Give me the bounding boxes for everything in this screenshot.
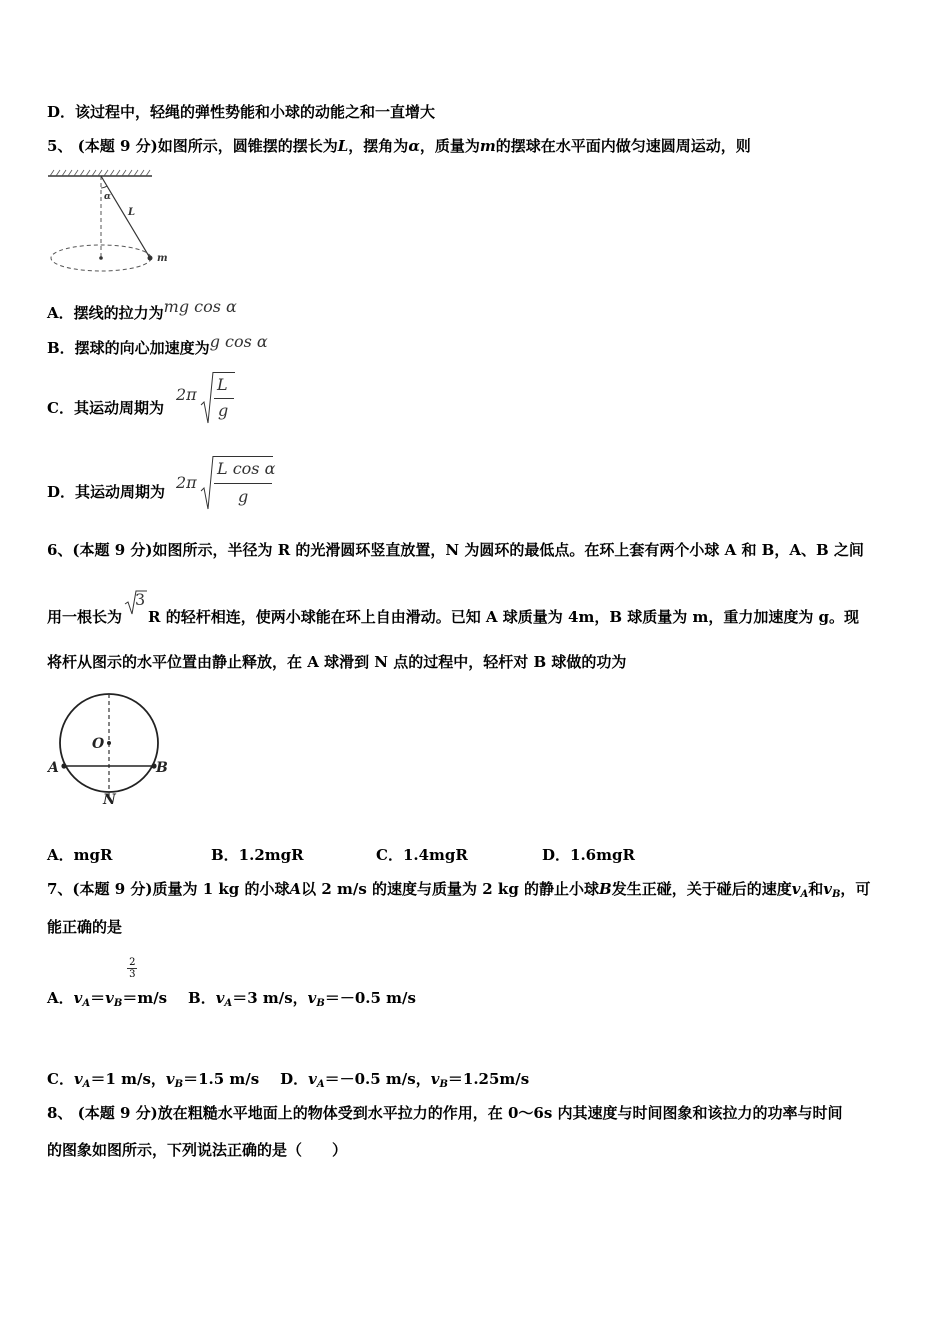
q7-and: 和 xyxy=(808,880,824,898)
fig6-label-o: O xyxy=(92,736,105,752)
q7-var-b: B xyxy=(599,880,612,898)
q5-stem-d: 的摆球在水平面内做匀速圆周运动，则 xyxy=(495,137,751,155)
q7-opt-a-label: A． xyxy=(47,989,74,1007)
conical-pendulum-figure xyxy=(44,168,184,280)
q5-var-L: L xyxy=(337,137,349,155)
q7-opt-d-vb: v xyxy=(430,1070,440,1088)
q5-option-d xyxy=(47,482,165,502)
q7-opt-c-vb: v xyxy=(165,1070,175,1088)
q6-sqrt-val: 3 xyxy=(135,590,146,609)
ball-a xyxy=(61,763,66,768)
q7-var-a: A xyxy=(289,880,302,898)
q7-opt-a-vb: v xyxy=(105,989,114,1007)
q6-stem-line-3: 将杆从图示的水平位置由静止释放，在 A 球滑到 N 点的过程中，轻杆对 B 球做的功为 xyxy=(47,653,627,671)
q5-stem xyxy=(47,136,751,156)
fig5-label-L: L xyxy=(128,207,136,218)
q7-opt-a-va-sub: A xyxy=(82,998,91,1009)
q5-option-c-text: C．其运动周期为 xyxy=(47,399,164,417)
q6-option-c: C．1.4mgR xyxy=(376,846,468,864)
q6-sqrt xyxy=(122,590,148,622)
q5-option-d-num: L cos α xyxy=(217,459,276,478)
q7-opt-c-vb-val: ＝1.5 m/s xyxy=(183,1070,260,1088)
q7-stem-line-1 xyxy=(47,879,870,905)
q7-opt-a-unit: m/s xyxy=(137,989,168,1007)
fig5-label-m: m xyxy=(157,253,168,264)
q7-opt-d-va: v xyxy=(308,1070,317,1088)
q5-option-d-den: g xyxy=(238,487,249,506)
q7-opt-d-vb-sub: B xyxy=(439,1079,448,1090)
q5-option-c-num: L xyxy=(217,375,228,394)
q7-frac-num: 2 xyxy=(129,957,136,968)
q6-stem-line-2 xyxy=(47,590,860,627)
fig6-label-n: N xyxy=(103,792,116,808)
q7-stem-1d: ，可 xyxy=(840,880,871,898)
q7-opt-c-vb-sub: B xyxy=(174,1079,184,1090)
q7-opt-c-label: C． xyxy=(47,1070,74,1088)
q5-option-d-coef: 2π xyxy=(176,473,197,492)
q6-option-b: B．1.2mgR xyxy=(211,846,304,864)
q7-opt-b-vb-val: ＝－0.5 m/s xyxy=(324,989,416,1007)
q7-stem-1b: 以 2 m/s 的速度与质量为 2 kg 的静止小球 xyxy=(301,880,600,898)
fig5-label-alpha: α xyxy=(104,192,111,202)
q7-options-ab xyxy=(47,957,416,1014)
q8-stem-line-1: 8、 (本题 9 分)放在粗糙水平地面上的物体受到水平拉力的作用，在 0～6s 内其速度与时间图象和该拉力的功率与时间 xyxy=(47,1104,843,1122)
q7-vb-sub: B xyxy=(831,889,841,900)
q5-option-b-text: B．摆球的向心加速度为 xyxy=(47,339,210,357)
sqrt-sign xyxy=(200,455,214,511)
q6-stem-2a: 用一根长为 xyxy=(47,608,123,626)
q7-opt-c-va-val: ＝1 m/s， xyxy=(90,1070,166,1088)
q5-option-a-math: mg cos α xyxy=(163,297,237,316)
q7-opt-d-label: D． xyxy=(280,1070,309,1088)
q6-stem-line-1: 6、(本题 9 分)如图所示，半径为 R 的光滑圆环竖直放置，N 为圆环的最低点。在环上套有两个小球 A 和 B，A、B 之间 xyxy=(47,541,864,559)
q5-option-c-coef: 2π xyxy=(176,385,197,404)
q7-opt-b-va-sub: A xyxy=(224,998,233,1009)
sqrt-sign xyxy=(200,371,214,425)
center-dot xyxy=(99,256,103,260)
q7-opt-c-va: v xyxy=(73,1070,83,1088)
q7-frac-den: 3 xyxy=(129,969,136,980)
q7-opt-a-eq2: ＝ xyxy=(122,989,138,1007)
q7-opt-a-eq1: ＝ xyxy=(90,989,106,1007)
q7-opt-b-va-val: ＝3 m/s， xyxy=(232,989,308,1007)
q4-option-d: D．该过程中，轻绳的弹性势能和小球的动能之和一直增大 xyxy=(47,103,436,121)
q5-stem-b: ，摆角为 xyxy=(348,137,409,155)
pendulum-string xyxy=(101,176,150,258)
q7-opt-d-vb-val: ＝1.25m/s xyxy=(447,1070,530,1088)
ring-figure xyxy=(44,686,179,811)
q5-option-d-text: D．其运动周期为 xyxy=(47,483,166,501)
q7-stem-1c: 发生正碰，关于碰后的速度 xyxy=(611,880,792,898)
q7-options-cd xyxy=(47,1069,529,1095)
q7-opt-b-label: B． xyxy=(188,989,216,1007)
q6-option-d: D．1.6mgR xyxy=(542,846,635,864)
q7-opt-d-va-val: ＝－0.5 m/s， xyxy=(324,1070,431,1088)
q7-vb: v xyxy=(823,880,832,898)
q7-opt-a-vb-sub: B xyxy=(113,998,123,1009)
q7-opt-d-va-sub: A xyxy=(316,1079,325,1090)
q8-stem-line-2: 的图象如图所示，下列说法正确的是（ ） xyxy=(47,1141,348,1159)
q5-option-b xyxy=(47,332,268,358)
fig6-label-b: B xyxy=(156,760,168,776)
pendulum-bob xyxy=(148,256,153,261)
q7-opt-a-va: v xyxy=(73,989,83,1007)
q7-stem-1a: 7、(本题 9 分)质量为 1 kg 的小球 xyxy=(47,880,290,898)
q7-va-sub: A xyxy=(800,889,809,900)
q7-opt-b-vb-sub: B xyxy=(316,998,325,1009)
q5-stem-c: ，质量为 xyxy=(419,137,480,155)
center-point xyxy=(107,741,111,745)
q5-var-m: m xyxy=(479,137,496,155)
q5-option-c xyxy=(47,398,164,418)
q7-opt-c-va-sub: A xyxy=(82,1079,91,1090)
q5-option-b-math: g cos α xyxy=(209,332,268,351)
fig6-label-a: A xyxy=(48,760,59,776)
q7-va: v xyxy=(791,880,801,898)
angle-arc xyxy=(101,186,107,188)
q7-opt-b-vb: v xyxy=(307,989,317,1007)
q5-option-c-den: g xyxy=(218,401,229,420)
q7-opt-b-va: v xyxy=(215,989,225,1007)
q5-stem-a: 5、 (本题 9 分)如图所示，圆锥摆的摆长为 xyxy=(47,137,338,155)
q5-var-alpha: α xyxy=(408,137,420,155)
q6-option-a: A．mgR xyxy=(47,846,113,864)
q6-stem-2b: R 的轻杆相连，使两小球能在环上自由滑动。已知 A 球质量为 4m，B 球质量为 m，重力加速度为 g。现 xyxy=(148,608,860,626)
ceiling-hatching xyxy=(50,170,150,176)
q5-option-a xyxy=(47,297,237,323)
q7-stem-line-2: 能正确的是 xyxy=(47,918,123,936)
q5-option-a-text: A．摆线的拉力为 xyxy=(47,304,164,322)
